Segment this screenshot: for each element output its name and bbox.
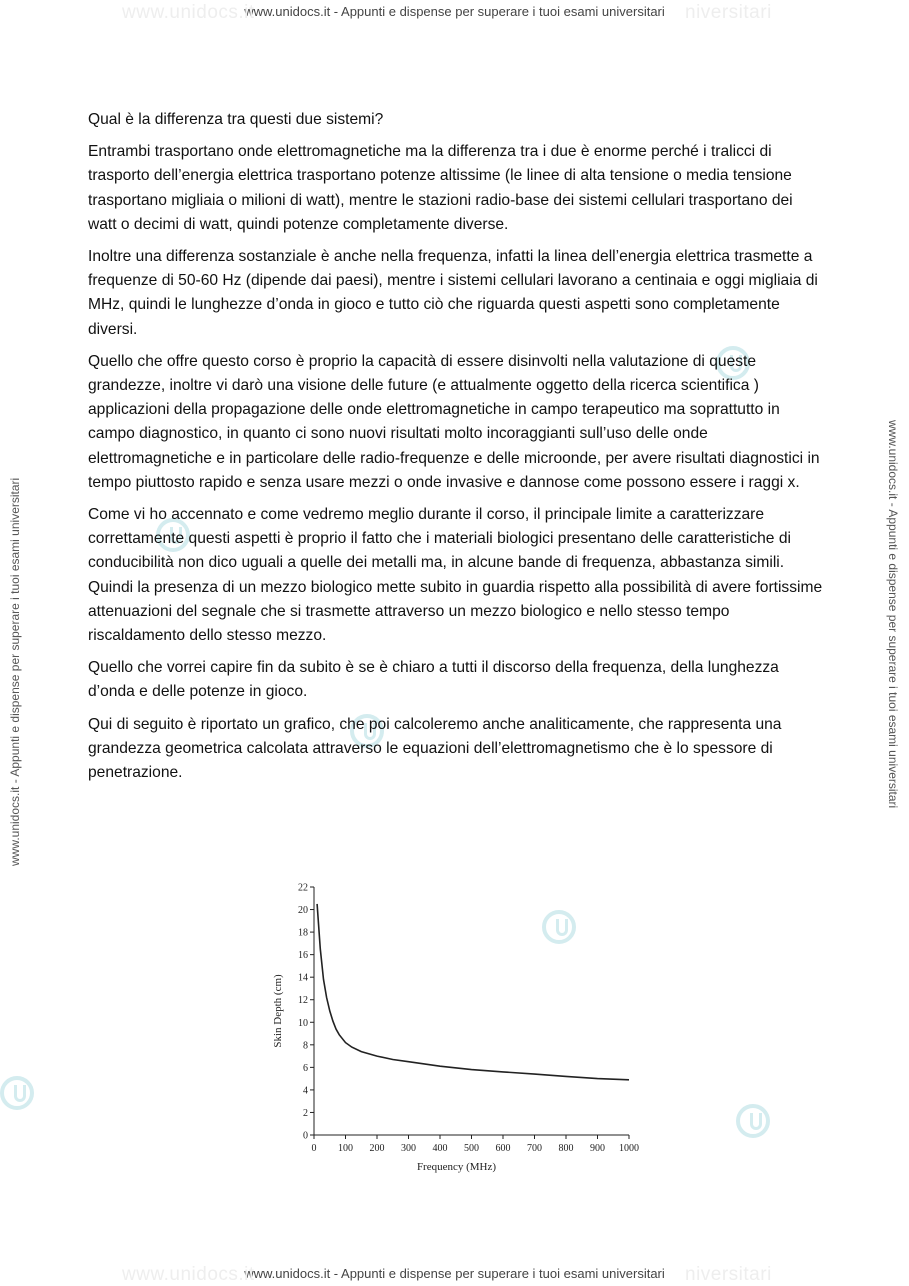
chart-axes [314,887,629,1135]
x-tick-label: 500 [464,1143,479,1154]
faint-watermark-right: niversitari [685,2,772,23]
y-tick-label: 2 [303,1107,308,1119]
y-axis-ticks [298,883,314,1142]
x-tick-label: 400 [432,1143,448,1154]
faint-watermark-right: niversitari [685,1264,772,1285]
series-line [317,904,629,1080]
x-tick-label: 200 [369,1143,385,1154]
footer-watermark: www.unidocs.it - Appunti e dispense per superare i tuoi esami universitari [244,1266,665,1281]
x-tick-label: 300 [401,1143,416,1154]
paragraph: Qui di seguito è riportato un grafico, che poi calcoleremo anche analiticamente, che rappresenta una grandezza geometrica calcolata attraverso le equazioni dell’elettromagnetismo che è lo spessore di penetrazione. [88,715,782,782]
paragraph: Entrambi trasportano onde elettromagnetiche ma la differenza tra i due è enorme perché i tralicci di trasporto dell’energia elettrica trasportano potenze altissime (le linee di alta tensione o media tensione trasportano migliaia o milioni di watt), mentre le stazioni radio-base dei sistemi cellulari trasportano dei watt o decimi di watt, quindi potenze completamente diverse. [88,143,793,233]
y-tick-label: 16 [298,950,308,962]
y-tick-label: 22 [298,882,308,894]
x-tick-label: 700 [527,1143,542,1154]
faint-watermark-left: www.unidocs.it [122,1264,255,1285]
paragraph: Come vi ho accennato e come vedremo meglio durante il corso, il principale limite a caratterizzare correttamente questi aspetti è proprio il fatto che i materiali biologici presentano delle caratteristiche di conducibilità non dico uguali a quelle dei metalli ma, in alcune bande di frequenza, abbastanza simili. Quindi la presenza di un mezzo biologico mette subito in guardia rispetto alla possibilità di avere fortissime attenuazioni del segnale che si trasmette attraverso un mezzo biologico e nello stesso tempo riscaldamento dello stesso mezzo. [88,506,823,645]
paragraph: Quello che offre questo corso è proprio la capacità di essere disinvolti nella valutazione di queste grandezze, inoltre vi darò una visione delle future (e attualmente oggetto della ricerca scientifica ) applicazioni della propagazione delle onde elettromagnetiche in campo terapeutico ma soprattutto in campo diagnostico, in quanto ci sono nuovi risultati molto incoraggianti sull’uso delle onde elettromagnetiche e in particolare delle radio-frequenze e delle microonde, per avere risultati diagnostici in tempo piuttosto rapido e senza usare mezzi o onde invasive e dannose come possono essere i raggi x. [88,352,820,491]
y-tick-label: 20 [298,905,308,917]
skin-depth-chart [265,878,655,1183]
y-tick-label: 10 [298,1017,308,1029]
x-tick-label: 1000 [619,1143,639,1154]
x-tick-label: 900 [590,1143,605,1154]
y-tick-label: 18 [298,927,308,939]
side-watermark-right: www.unidocs.it - Appunti e dispense per superare i tuoi esami universitari [886,420,900,809]
y-tick-label: 6 [303,1062,308,1074]
paragraph: Qual è la differenza tra questi due sistemi? [88,111,384,128]
paragraph: Inoltre una differenza sostanziale è anche nella frequenza, infatti la linea dell’energia elettrica trasmette a frequenze di 50-60 Hz (dipende dai paesi), mentre i sistemi cellulari lavorano a centinaia e oggi migliaia di MHz, quindi le lunghezze d’onda in gioco e tutto ciò che riguarda questi aspetti sono completamente diversi. [88,248,818,338]
x-axis-label: Frequency (MHz) [416,1161,497,1173]
x-axis-ticks [312,1135,640,1154]
y-tick-label: 0 [303,1130,308,1142]
x-tick-label: 800 [558,1143,574,1154]
document-body [88,108,823,793]
y-tick-label: 12 [298,995,308,1007]
faint-watermark-left: www.unidocs.it [122,2,255,23]
paragraph: Quello che vorrei capire fin da subito è se è chiaro a tutti il discorso della frequenza, della lunghezza d’onda e delle potenze in gioco. [88,659,779,701]
header-watermark: www.unidocs.it - Appunti e dispense per superare i tuoi esami universitari [244,4,665,19]
x-tick-label: 100 [338,1143,353,1154]
y-tick-label: 14 [298,972,308,984]
y-tick-label: 4 [303,1085,308,1097]
watermark-logo-icon [736,1104,770,1138]
watermark-logo-icon [0,1076,34,1110]
y-tick-label: 8 [303,1040,308,1052]
y-axis-label: Skin Depth (cm) [272,974,284,1048]
x-tick-label: 600 [495,1143,511,1154]
side-watermark-left: www.unidocs.it - Appunti e dispense per superare i tuoi esami universitari [8,477,22,866]
x-tick-label: 0 [311,1143,317,1154]
